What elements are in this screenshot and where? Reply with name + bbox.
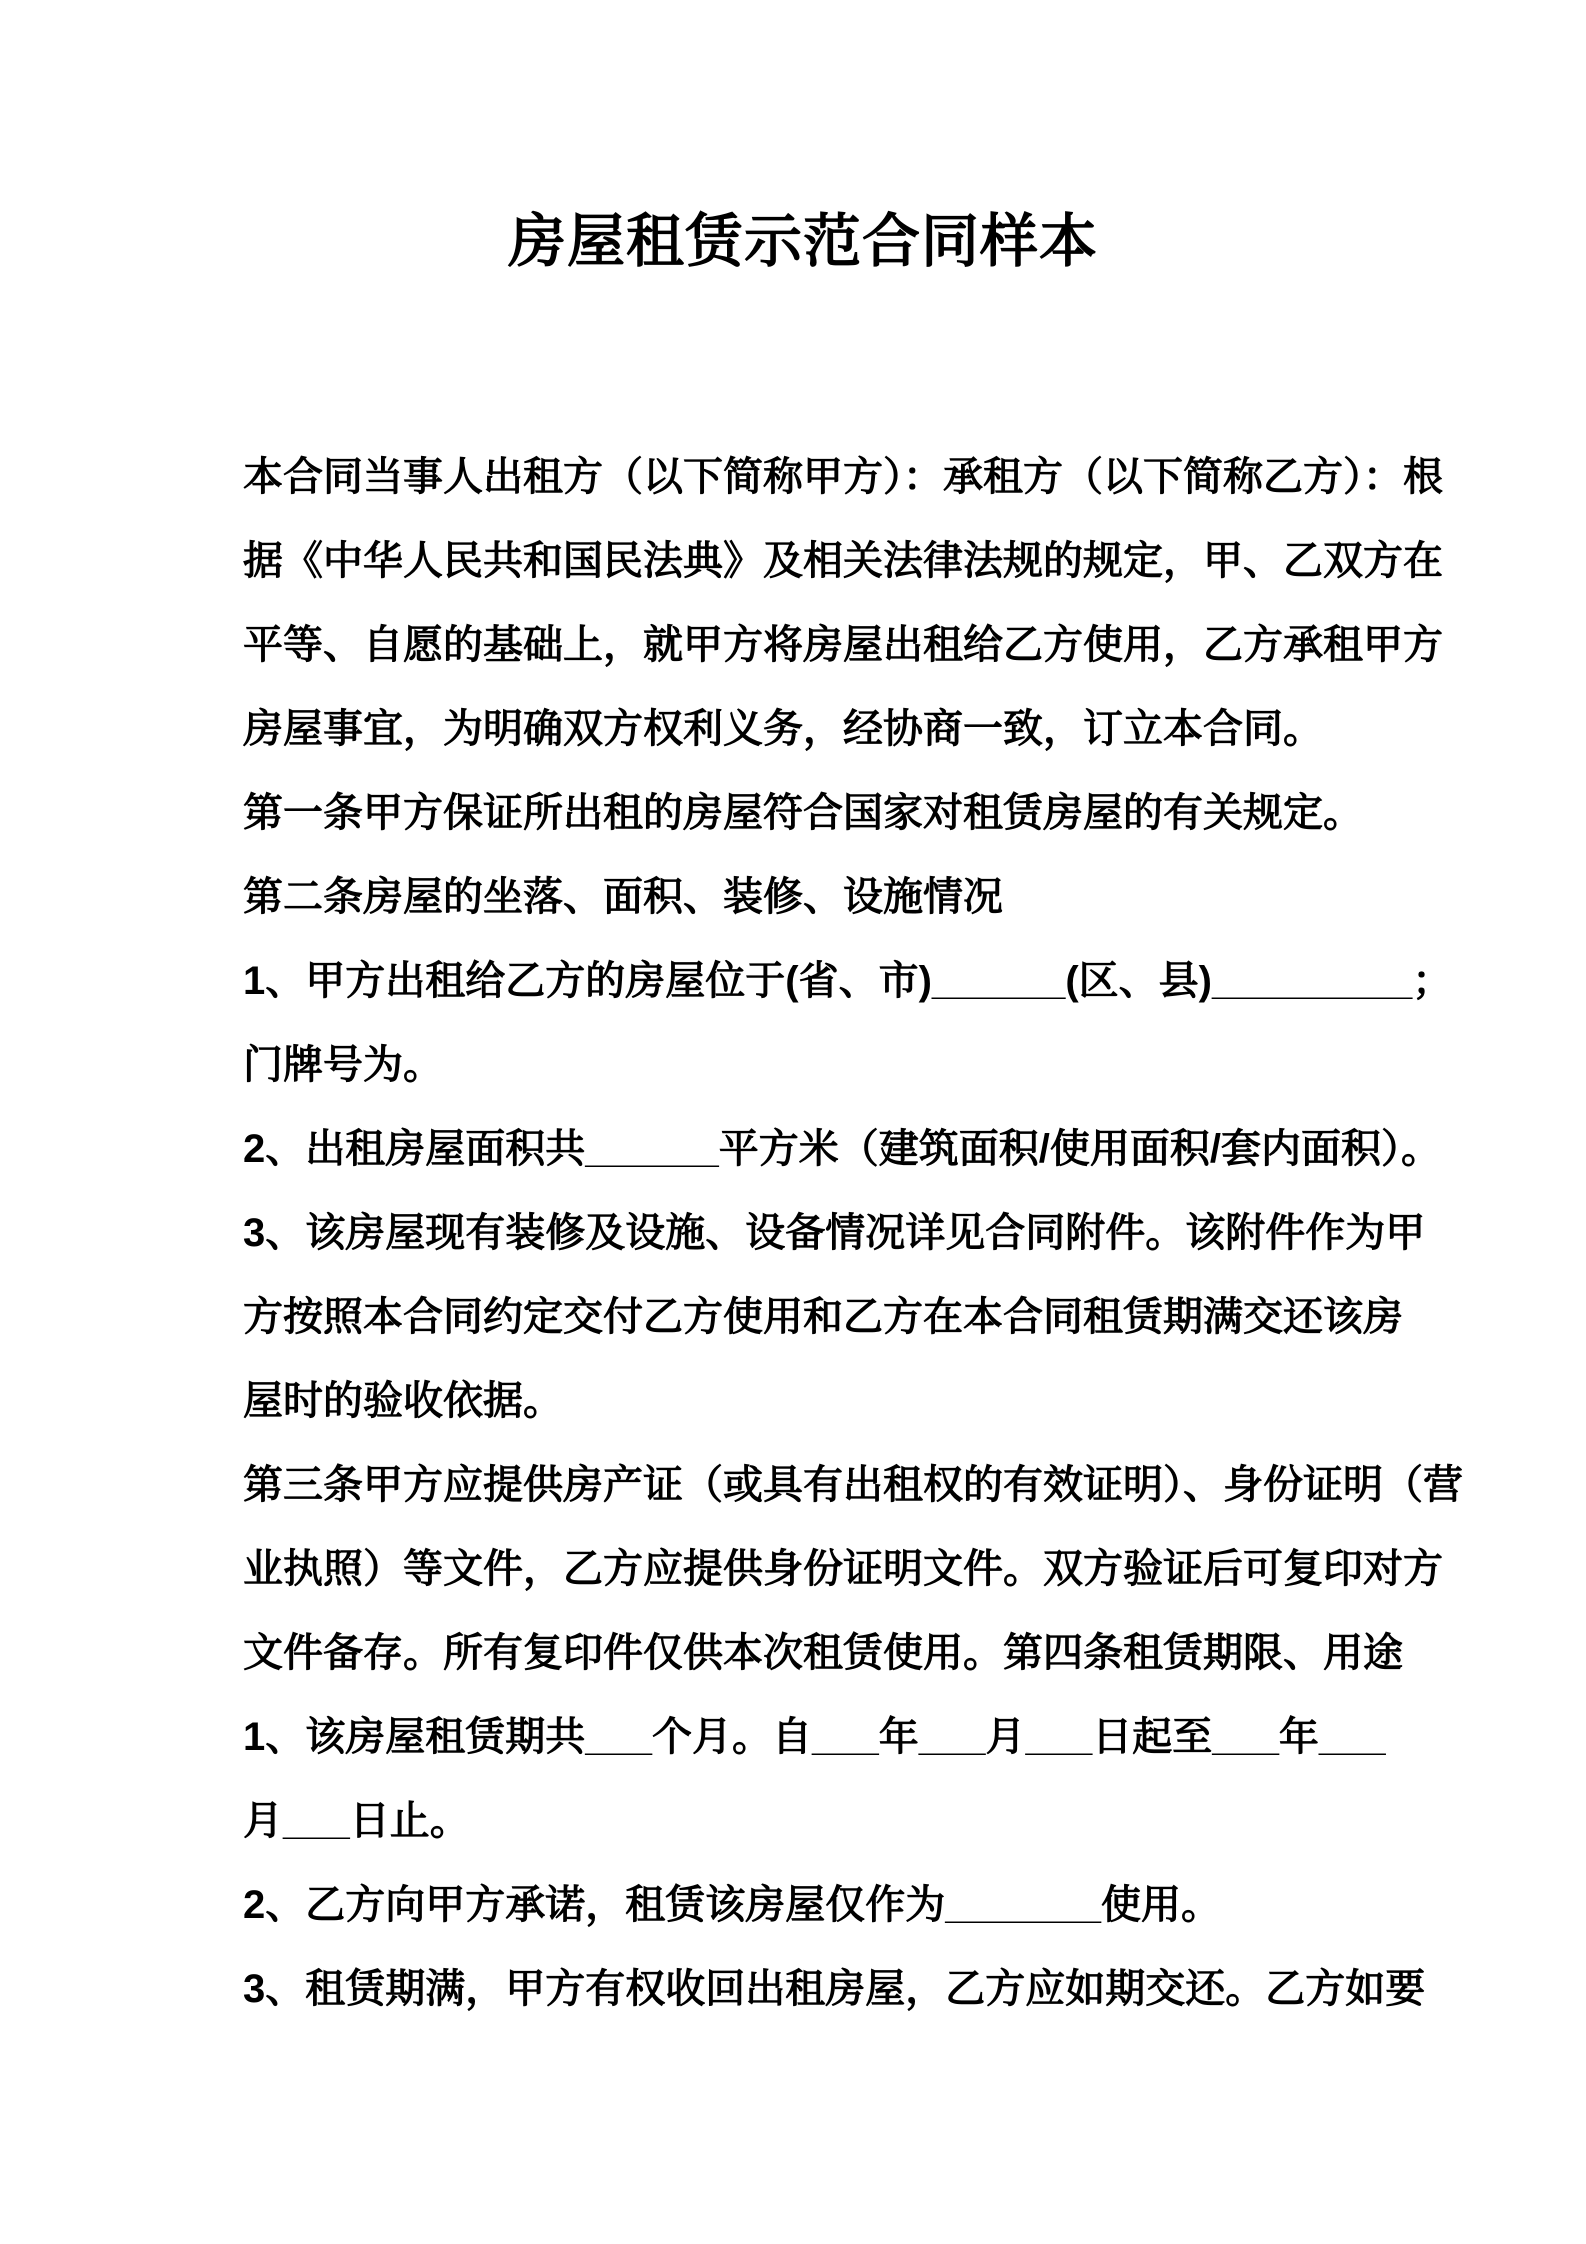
contract-line: 平等、自愿的基础上，就甲方将房屋出租给乙方使用，乙方承租甲方 xyxy=(243,623,1443,667)
contract-line: 2、乙方向甲方承诺，租赁该房屋仅作为_______使用。 xyxy=(243,1883,1221,1927)
contract-line: 第二条房屋的坐落、面积、装修、设施情况 xyxy=(243,875,1003,919)
contract-line: 屋时的验收依据。 xyxy=(243,1379,563,1423)
page-title: 房屋租赁示范合同样本 xyxy=(507,209,1098,274)
contract-line: 月___日止。 xyxy=(243,1799,470,1843)
contract-line: 房屋事宜，为明确双方权利义务，经协商一致，订立本合同。 xyxy=(243,707,1323,751)
contract-line: 第一条甲方保证所出租的房屋符合国家对租赁房屋的有关规定。 xyxy=(243,791,1363,835)
contract-line: 1、该房屋租赁期共___个月。自___年___月___日起至___年___ xyxy=(243,1715,1386,1759)
contract-line: 方按照本合同约定交付乙方使用和乙方在本合同租赁期满交还该房 xyxy=(243,1295,1403,1339)
contract-line: 业执照）等文件，乙方应提供身份证明文件。双方验证后可复印对方 xyxy=(243,1547,1443,1591)
contract-line: 文件备存。所有复印件仅供本次租赁使用。第四条租赁期限、用途 xyxy=(243,1631,1403,1675)
contract-content xyxy=(243,0,1463,2031)
contract-line: 第三条甲方应提供房产证（或具有出租权的有效证明）、身份证明（营 xyxy=(243,1463,1463,1507)
contract-line: 门牌号为。 xyxy=(243,1043,443,1087)
contract-line: 3、该房屋现有装修及设施、设备情况详见合同附件。该附件作为甲 xyxy=(243,1211,1426,1255)
contract-line: 据《中华人民共和国民法典》及相关法律法规的规定，甲、乙双方在 xyxy=(243,539,1443,583)
contract-body xyxy=(243,435,1463,2031)
contract-line: 3、租赁期满，甲方有权收回出租房屋，乙方应如期交还。乙方如要 xyxy=(243,1967,1426,2011)
contract-line: 2、出租房屋面积共______平方米（建筑面积/使用面积/套内面积）。 xyxy=(243,1127,1441,1171)
contract-line: 本合同当事人出租方（以下简称甲方）：承租方（以下简称乙方）：根 xyxy=(243,455,1443,499)
contract-line: 1、甲方出租给乙方的房屋位于(省、市)______(区、县)_________； xyxy=(243,959,1453,1003)
